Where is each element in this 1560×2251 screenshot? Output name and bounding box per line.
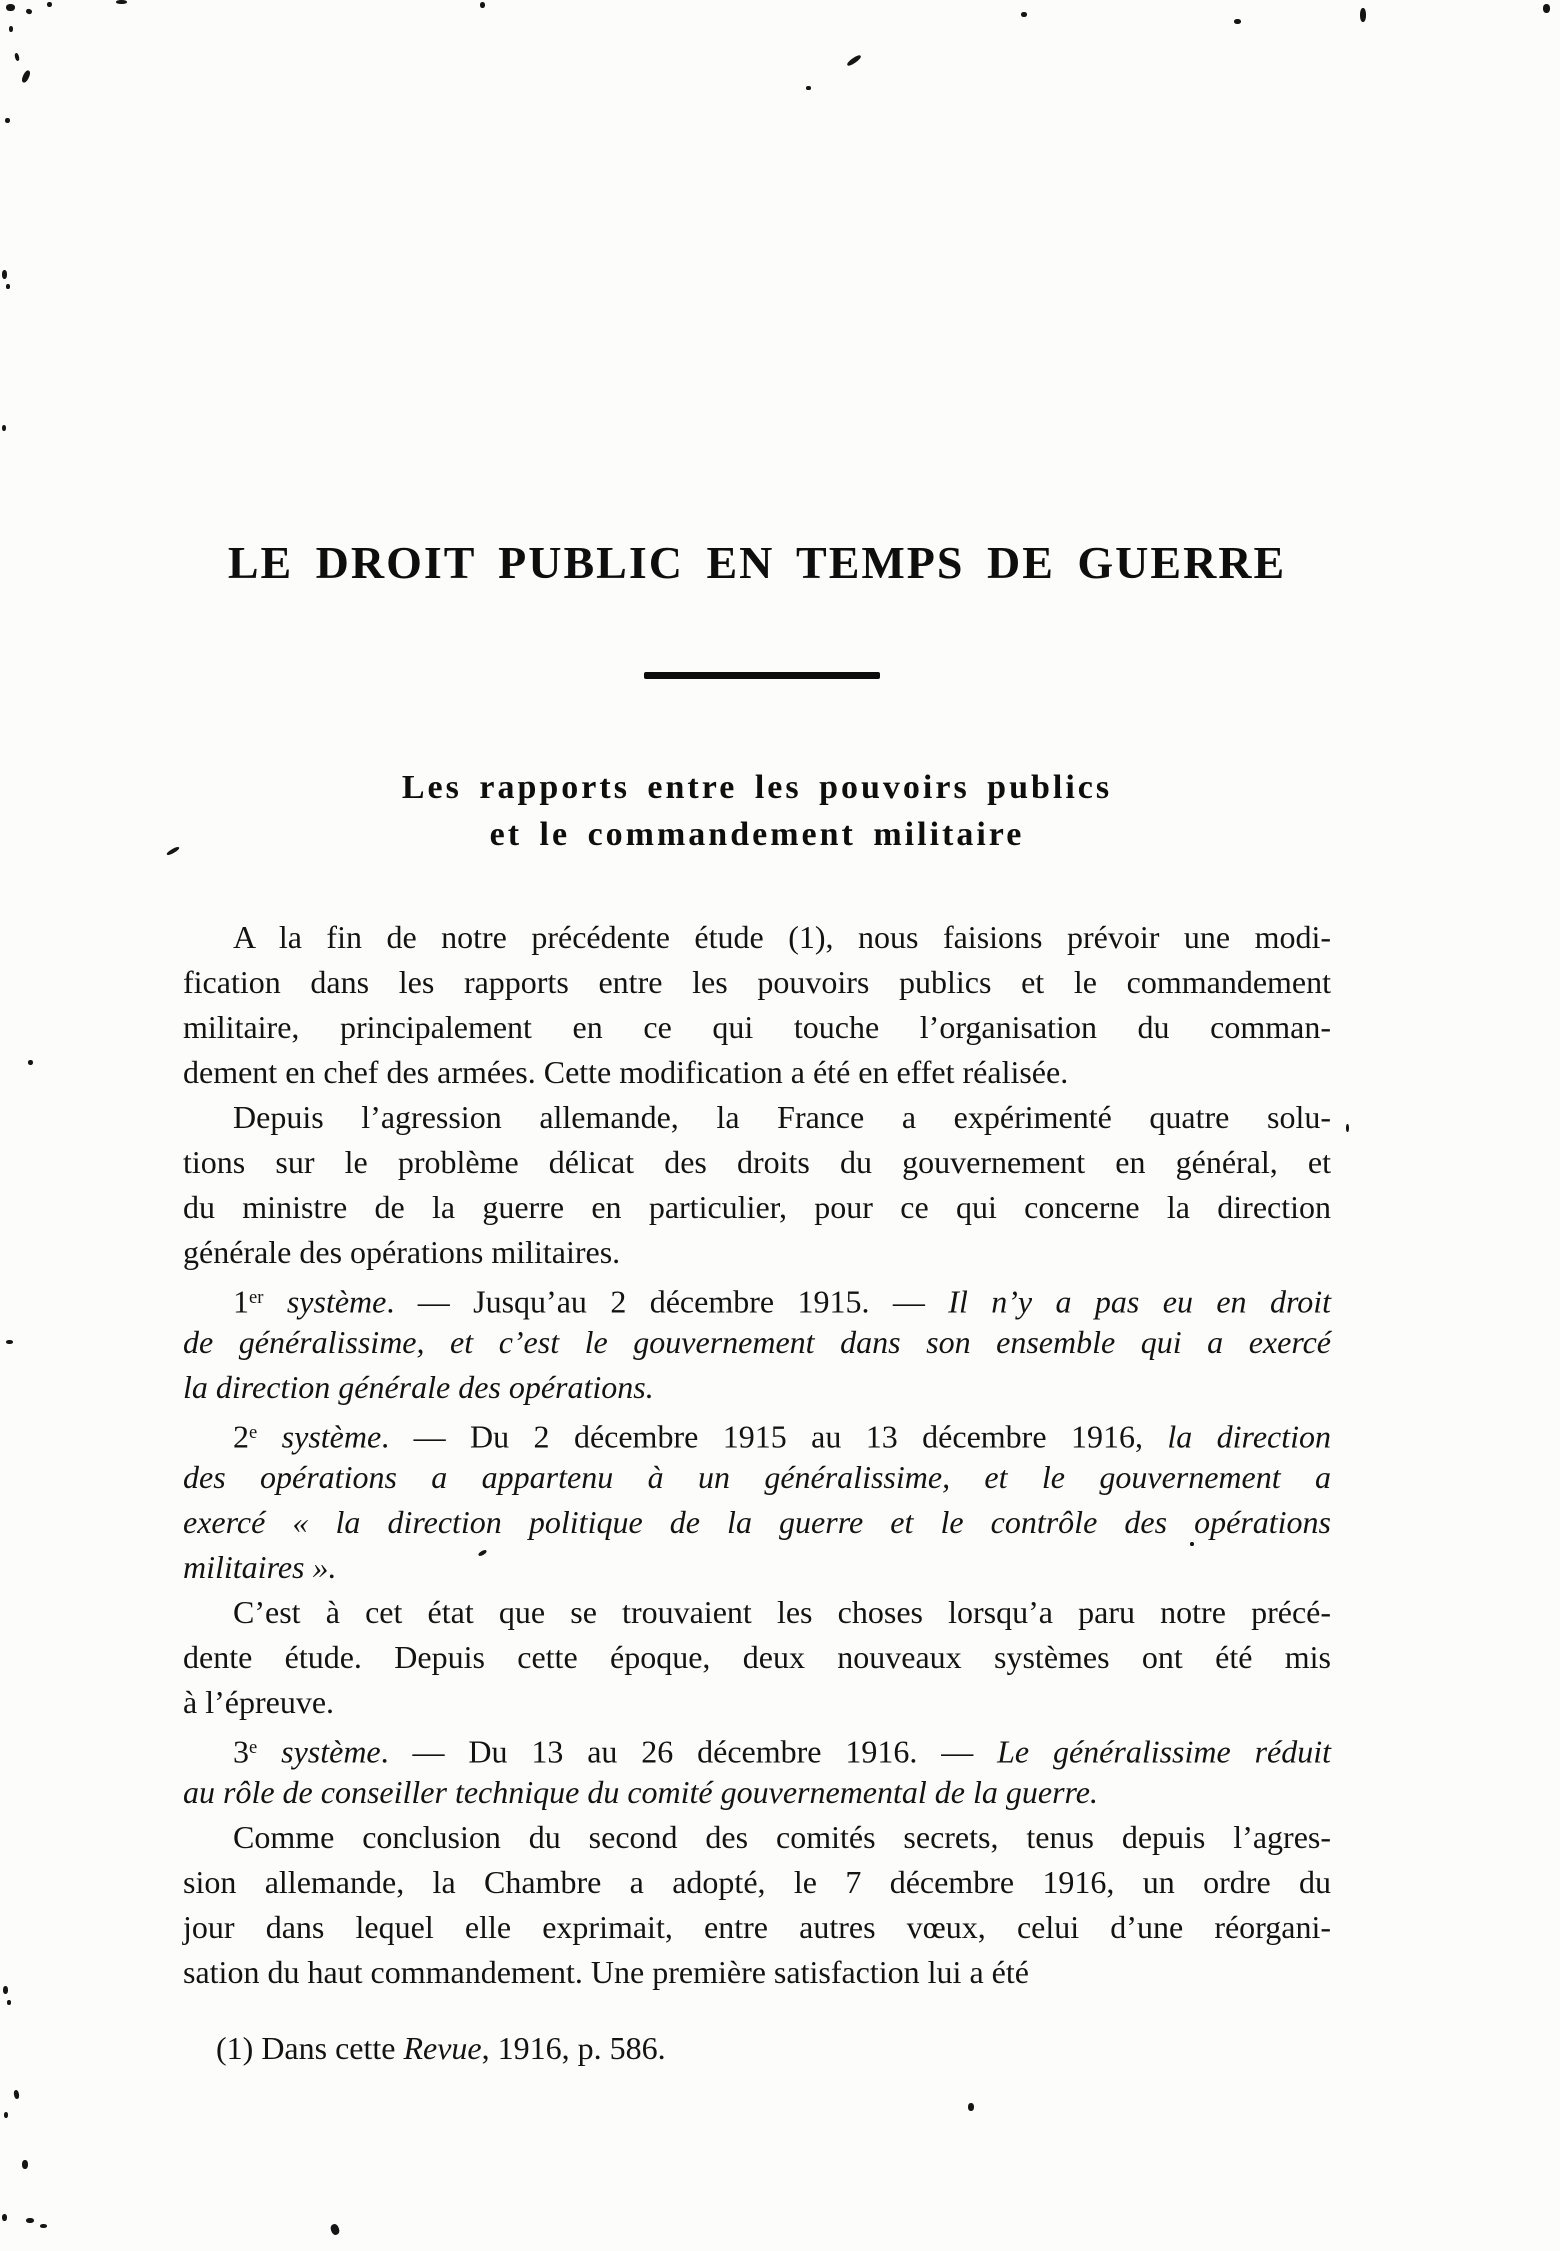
italic-text: de généralissime, et c’est le gouvernement dans son ensemble qui a exercé (183, 1324, 1331, 1360)
text-line (183, 1860, 1331, 1905)
ink-speckle (166, 846, 180, 856)
superscript-text: e (249, 1422, 258, 1443)
ink-speckle (40, 2224, 47, 2228)
ink-speckle (28, 1060, 33, 1065)
italic-text: militaires ». (183, 1549, 337, 1585)
roman-text: A la fin de notre précédente étude (1), nous faisions prévoir une modi- (233, 919, 1331, 955)
roman-text: Depuis l’agression allemande, la France a expérimenté quatre solu- (233, 1099, 1331, 1135)
ink-speckle (26, 2218, 34, 2223)
roman-text: dente étude. Depuis cette époque, deux nouveaux systèmes ont été mis (183, 1639, 1331, 1675)
ink-speckle (6, 4, 15, 11)
ink-speckle (116, 0, 127, 4)
ink-speckle (1543, 4, 1550, 13)
italic-text: au rôle de conseiller technique du comité gouvernemental de la guerre. (183, 1774, 1098, 1810)
text-line (183, 1005, 1331, 1050)
ink-speckle (5, 118, 10, 123)
ink-speckle (14, 53, 20, 62)
text-line (183, 1050, 1331, 1095)
ink-speckle (1360, 8, 1366, 22)
text-line (183, 1680, 1331, 1725)
ink-speckle (3, 1986, 8, 1994)
ink-speckle (25, 8, 32, 15)
text-column (183, 0, 1331, 2251)
roman-text: à l’épreuve. (183, 1684, 335, 1720)
roman-text: sion allemande, la Chambre a adopté, le 7 décembre 1916, un ordre du (183, 1864, 1331, 1900)
roman-text (257, 1733, 281, 1769)
footnote (216, 2026, 1316, 2071)
text-line (183, 1275, 1331, 1320)
roman-text: militaire, principalement en ce qui touche l’organisation du comman- (183, 1009, 1331, 1045)
text-line (183, 1590, 1331, 1635)
roman-text (263, 1283, 286, 1319)
roman-text: , 1916, p. 586. (481, 2030, 666, 2066)
italic-text: la direction générale des opérations. (183, 1369, 654, 1405)
paragraph (183, 1725, 1331, 1815)
roman-text: . — Jusqu’au 2 décembre 1915. — (386, 1283, 949, 1320)
superscript-text: er (249, 1287, 264, 1308)
roman-text: (1) Dans cette (216, 2030, 404, 2066)
ink-speckle (47, 2, 52, 7)
ink-speckle (2, 2214, 7, 2221)
ink-speckle (21, 69, 32, 83)
footnote-text (216, 2026, 1316, 2071)
roman-text (257, 1418, 281, 1454)
roman-text: fication dans les rapports entre les pouvoirs publics et le commandement (183, 964, 1331, 1000)
superscript-text: e (249, 1737, 258, 1758)
roman-text: générale des opérations militaires. (183, 1234, 621, 1270)
roman-text: 1 (233, 1283, 249, 1320)
article-title: LE DROIT PUBLIC EN TEMPS DE GUERRE (227, 537, 1287, 588)
ink-speckle (2, 425, 6, 431)
text-line (183, 1455, 1331, 1500)
ink-speckle (2, 270, 7, 279)
roman-text: sation du haut commandement. Une première satisfaction lui a été (183, 1954, 1029, 1990)
italic-text: Le généralissime réduit (997, 1733, 1332, 1770)
text-line (183, 1545, 1331, 1590)
ink-speckle (7, 2000, 11, 2005)
roman-text: tions sur le problème délicat des droits du gouvernement en général, et (183, 1144, 1331, 1180)
italic-text: la direction (1167, 1418, 1332, 1455)
roman-text: dement en chef des armées. Cette modification a été en effet réalisée. (183, 1054, 1069, 1090)
paragraph (183, 1095, 1331, 1275)
text-line (183, 1815, 1331, 1860)
title-divider (644, 672, 880, 679)
text-line (183, 1905, 1331, 1950)
ink-speckle (6, 1340, 13, 1344)
italic-text: Revue (403, 2030, 482, 2066)
text-line (183, 1140, 1331, 1185)
roman-text: 2 (233, 1418, 249, 1455)
ink-speckle (1346, 1124, 1349, 1132)
italic-text: système (281, 1418, 382, 1455)
roman-text: . — Du 13 au 26 décembre 1916. — (380, 1733, 998, 1770)
paragraph (183, 1275, 1331, 1410)
roman-text: . — Du 2 décembre 1915 au 13 décembre 1916, (381, 1418, 1168, 1455)
ink-speckle (9, 26, 13, 32)
italic-text: système (286, 1283, 387, 1320)
paragraph (183, 915, 1331, 1095)
text-line (183, 1725, 1331, 1770)
roman-text: Comme conclusion du second des comités secrets, tenus depuis l’agres- (233, 1819, 1331, 1855)
text-line (183, 1365, 1331, 1410)
roman-text: jour dans lequel elle exprimait, entre autres vœux, celui d’une réorgani- (183, 1909, 1331, 1945)
italic-text: système (281, 1733, 381, 1770)
subtitle-line-2: et le commandement militaire (489, 816, 1025, 853)
italic-text: des opérations a appartenu à un généralissime, et le gouvernement a (183, 1459, 1331, 1495)
ink-speckle (6, 284, 10, 289)
text-line (183, 1950, 1331, 1995)
subtitle-line-1: Les rapports entre les pouvoirs publics (401, 769, 1113, 806)
text-line (183, 915, 1331, 960)
roman-text: 3 (233, 1733, 249, 1770)
article-subtitle (183, 764, 1331, 858)
text-line (183, 1770, 1331, 1815)
text-line (183, 1185, 1331, 1230)
paragraph (183, 1410, 1331, 1590)
text-line (183, 1635, 1331, 1680)
italic-text: exercé « la direction politique de la guerre et le contrôle des opérations (183, 1504, 1331, 1540)
text-line (183, 1230, 1331, 1275)
ink-speckle (4, 2112, 8, 2118)
roman-text: C’est à cet état que se trouvaient les choses lorsqu’a paru notre précé- (233, 1594, 1331, 1630)
text-line (183, 1500, 1331, 1545)
text-line (183, 1095, 1331, 1140)
text-line (183, 960, 1331, 1005)
ink-speckle (22, 2160, 28, 2169)
text-line (183, 1410, 1331, 1455)
text-line (183, 1320, 1331, 1365)
article-body (183, 915, 1331, 1995)
ink-speckle (13, 2090, 19, 2100)
paragraph (183, 1590, 1331, 1725)
italic-text: Il n’y a pas eu en droit (948, 1283, 1332, 1320)
roman-text: du ministre de la guerre en particulier, pour ce qui concerne la direction (183, 1189, 1331, 1225)
paragraph (183, 1815, 1331, 1995)
